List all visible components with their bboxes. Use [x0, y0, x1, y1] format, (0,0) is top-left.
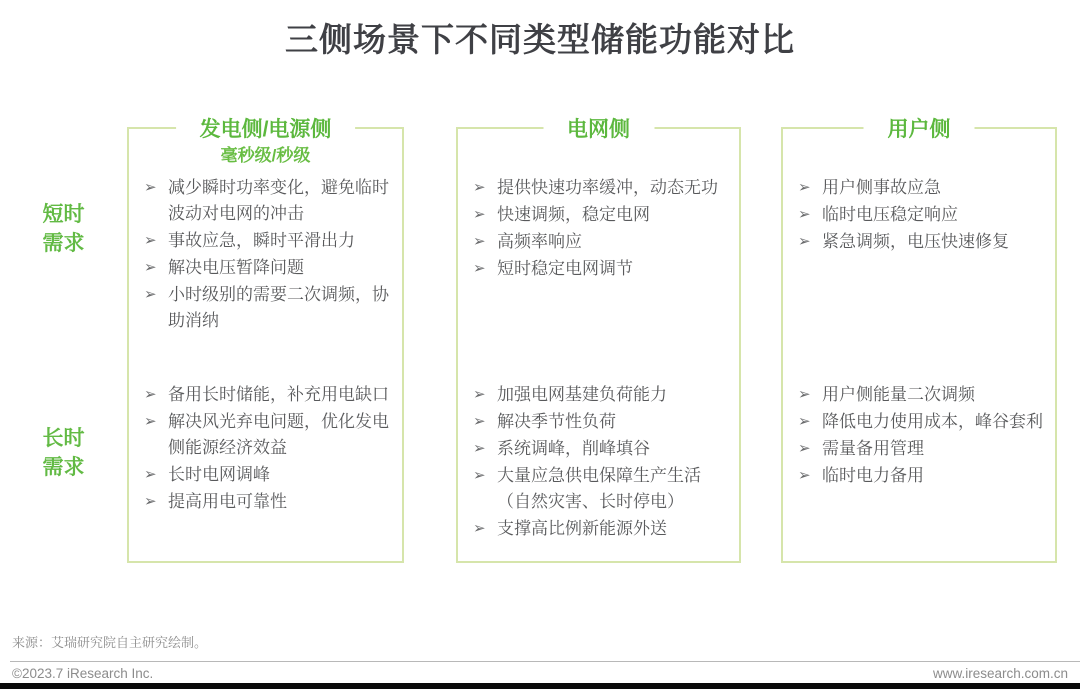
list-item [142, 462, 396, 488]
bullet-arrow-icon: ➢ [798, 467, 811, 484]
list-item [142, 228, 396, 254]
column-grid-side [456, 118, 741, 563]
user-short-term-list [783, 175, 1055, 382]
bullet-arrow-icon: ➢ [144, 466, 157, 483]
bullet-arrow-icon: ➢ [473, 467, 486, 484]
bullet-arrow-icon: ➢ [798, 440, 811, 457]
list-item-text: 加强电网基建负荷能力 [497, 385, 667, 404]
column-header-user-side: 用户侧 [864, 113, 975, 143]
footer-divider [10, 661, 1080, 662]
list-item-text: 解决风光弃电问题，优化发电侧能源经济效益 [168, 412, 389, 457]
list-item [471, 256, 733, 282]
list-item-text: 小时级别的需要二次调频，协助消纳 [168, 285, 389, 330]
bullet-arrow-icon: ➢ [473, 386, 486, 403]
list-item [142, 255, 396, 281]
bottom-black-bar [0, 683, 1080, 689]
list-item [471, 516, 733, 542]
list-item [471, 463, 733, 515]
bullet-arrow-icon: ➢ [473, 179, 486, 196]
row-label-long-term: 长时需求 [42, 427, 85, 479]
bullet-arrow-icon: ➢ [473, 440, 486, 457]
list-item-text: 长时电网调峰 [168, 465, 270, 484]
list-item [796, 382, 1049, 408]
page-title: 三侧场景下不同类型储能功能对比 [285, 21, 795, 58]
list-item-text: 解决季节性负荷 [497, 412, 616, 431]
list-item [796, 175, 1049, 201]
list-item-text: 支撑高比例新能源外送 [497, 519, 667, 538]
list-item-text: 备用长时储能，补充用电缺口 [168, 385, 389, 404]
list-item [142, 409, 396, 461]
grid-long-term-list [458, 382, 739, 542]
list-item-text: 事故应急，瞬时平滑出力 [168, 231, 355, 250]
list-item-text: 高频率响应 [497, 232, 582, 251]
list-item [142, 382, 396, 408]
list-item-text: 临时电压稳定响应 [822, 205, 958, 224]
list-item [471, 382, 733, 408]
list-item [796, 409, 1049, 435]
list-item [796, 229, 1049, 255]
row-label-short-term: 短时需求 [42, 203, 85, 255]
list-item-text: 临时电力备用 [822, 466, 924, 485]
bullet-arrow-icon: ➢ [144, 179, 157, 196]
list-item [142, 489, 396, 515]
bullet-arrow-icon: ➢ [798, 206, 811, 223]
bullet-arrow-icon: ➢ [144, 493, 157, 510]
list-item [471, 409, 733, 435]
copyright-text: ©2023.7 iResearch Inc. [12, 666, 154, 681]
bullet-arrow-icon: ➢ [144, 286, 157, 303]
column-generation-side [127, 118, 404, 563]
bullet-arrow-icon: ➢ [473, 260, 486, 277]
list-item-text: 提供快速功率缓冲，动态无功 [497, 178, 718, 197]
column-header-generation-side: 发电侧/电源侧 [176, 113, 356, 143]
column-subtitle-generation-side: 毫秒级/秒级 [220, 146, 311, 165]
bullet-arrow-icon: ➢ [473, 413, 486, 430]
list-item-text: 紧急调频，电压快速修复 [822, 232, 1009, 251]
bullet-arrow-icon: ➢ [798, 413, 811, 430]
list-item-text: 减少瞬时功率变化，避免临时波动对电网的冲击 [168, 178, 389, 223]
list-item [796, 436, 1049, 462]
list-item-text: 用户侧能量二次调频 [822, 385, 975, 404]
website-text: www.iresearch.com.cn [932, 666, 1068, 681]
bullet-arrow-icon: ➢ [144, 232, 157, 249]
list-item [796, 202, 1049, 228]
list-item-text: 需量备用管理 [822, 439, 924, 458]
list-item-text: 快速调频，稳定电网 [497, 205, 650, 224]
list-item [142, 282, 396, 334]
list-item-text: 解决电压暂降问题 [168, 258, 304, 277]
list-item-text: 大量应急供电保障生产生活（自然灾害、长时停电） [497, 466, 701, 511]
generation-short-term-list [129, 175, 402, 382]
grid-short-term-list [458, 175, 739, 382]
list-item [796, 463, 1049, 489]
column-user-side [781, 118, 1057, 563]
bullet-arrow-icon: ➢ [144, 386, 157, 403]
list-item-text: 用户侧事故应急 [822, 178, 941, 197]
bullet-arrow-icon: ➢ [798, 179, 811, 196]
list-item-text: 降低电力使用成本，峰谷套利 [822, 412, 1043, 431]
list-item [471, 436, 733, 462]
bullet-arrow-icon: ➢ [798, 386, 811, 403]
bullet-arrow-icon: ➢ [144, 259, 157, 276]
bullet-arrow-icon: ➢ [473, 520, 486, 537]
generation-long-term-list [129, 382, 402, 515]
bullet-arrow-icon: ➢ [473, 233, 486, 250]
list-item [471, 175, 733, 201]
bullet-arrow-icon: ➢ [798, 233, 811, 250]
list-item [471, 229, 733, 255]
user-long-term-list [783, 382, 1055, 489]
list-item [142, 175, 396, 227]
column-header-grid-side: 电网侧 [543, 113, 654, 143]
bullet-arrow-icon: ➢ [473, 206, 486, 223]
list-item-text: 短时稳定电网调节 [497, 259, 633, 278]
list-item-text: 系统调峰，削峰填谷 [497, 439, 650, 458]
list-item [471, 202, 733, 228]
bullet-arrow-icon: ➢ [144, 413, 157, 430]
list-item-text: 提高用电可靠性 [168, 492, 287, 511]
source-note: 来源：艾瑞研究院自主研究绘制。 [12, 635, 208, 650]
